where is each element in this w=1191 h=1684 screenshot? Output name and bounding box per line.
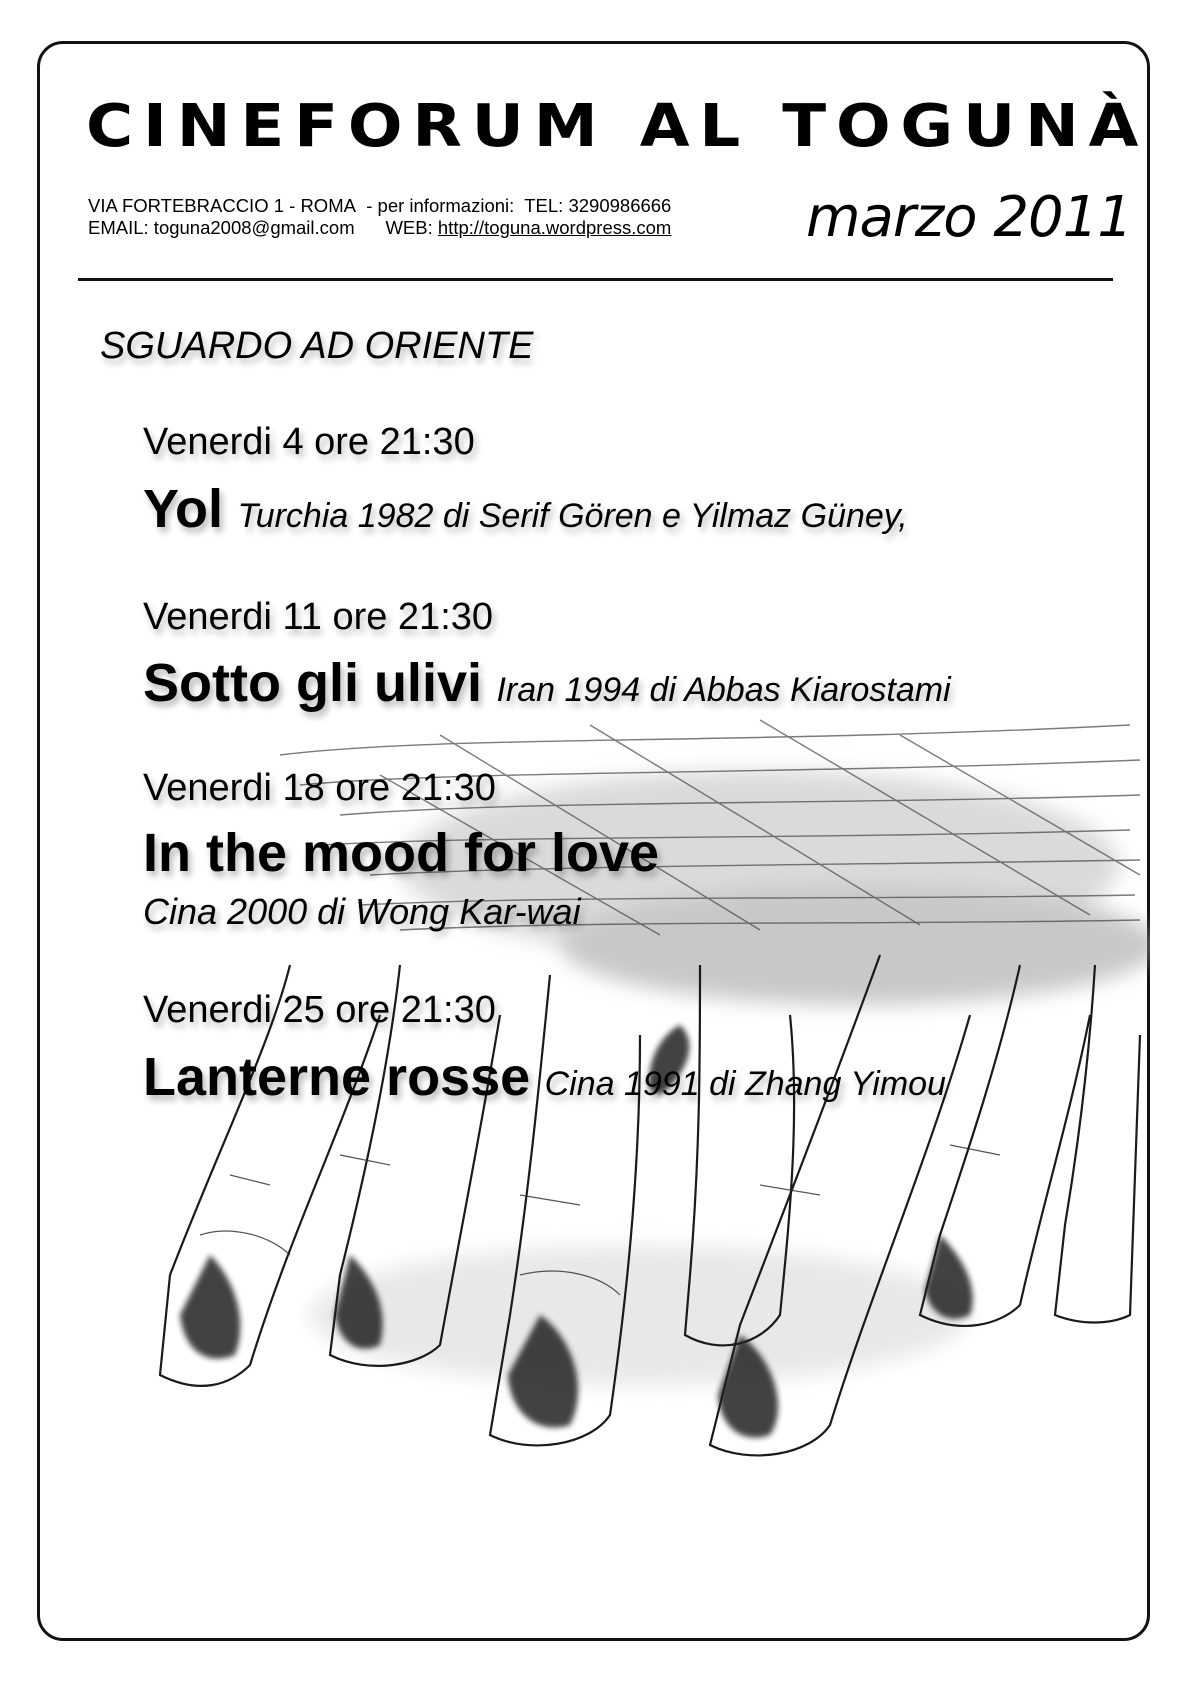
section-title: SGUARDO AD ORIENTE [100,325,534,367]
film-title: Yol [143,479,223,539]
screening-film [143,478,908,540]
info-label: - per informazioni: [366,195,515,216]
screening-date: Venerdi 18 ore 21:30 [143,767,496,809]
month-year: marzo 2011 [806,185,1132,250]
poster-title: CINEFORUM AL TOGUNÀ [86,91,1149,160]
film-title: Lanterne rosse [143,1047,531,1107]
address: VIA FORTEBRACCIO 1 - ROMA [88,195,356,216]
film-details: Cina 1991 di Zhang Yimou [544,1065,946,1103]
screening-date: Venerdi 4 ore 21:30 [143,421,475,463]
header-divider [78,278,1113,281]
screening-film [143,652,951,714]
screening-date: Venerdi 11 ore 21:30 [143,596,494,638]
film-title: In the mood for love [143,823,660,883]
screening-film [143,1046,946,1108]
film-details: Turchia 1982 di Serif Gören e Yilmaz Güney, [237,497,908,535]
film-details: Cina 2000 di Wong Kar-wai [143,891,581,932]
email: EMAIL: toguna2008@gmail.com [88,217,355,238]
screening-date: Venerdi 25 ore 21:30 [143,989,496,1031]
film-title: Sotto gli ulivi [143,653,482,713]
screening-film [143,822,659,884]
film-details: Iran 1994 di Abbas Kiarostami [496,671,951,709]
web-label: WEB: [385,217,433,238]
website-link[interactable]: http://toguna.wordpress.com [437,217,672,238]
phone: TEL: 3290986666 [524,195,672,216]
contact-info [88,195,671,239]
